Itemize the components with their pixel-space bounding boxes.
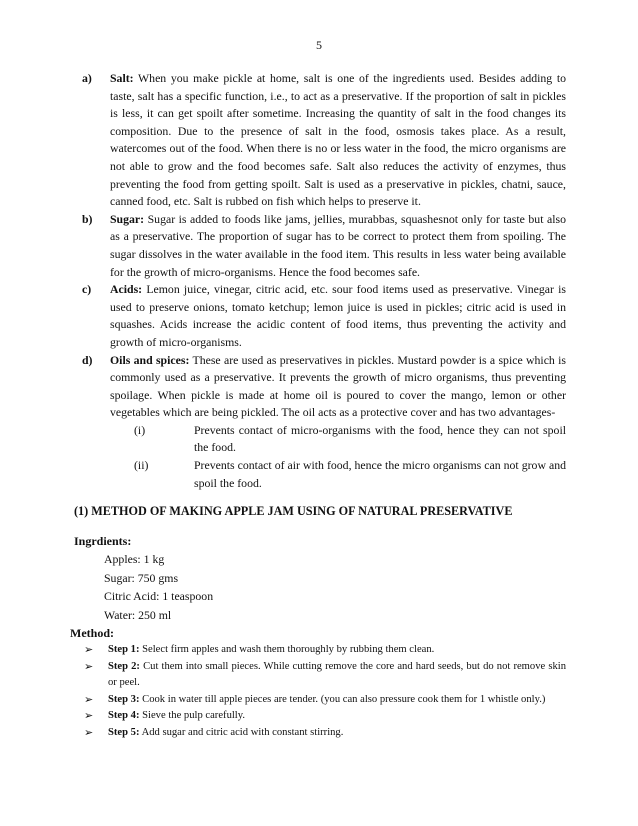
step-description: Cut them into small pieces. While cutting remove the core and hard seeds, but do not remove skin or peel. (108, 660, 566, 689)
advantage-text: Prevents contact of micro-organisms with the food, hence they can not spoil the food. (194, 422, 566, 455)
step-description: Add sugar and citric acid with constant stirring. (139, 726, 344, 738)
ingredient-item: Apples: 1 kg (104, 552, 165, 567)
section-heading: (1) METHOD OF MAKING APPLE JAM USING OF NATURAL PRESERVATIVE (74, 504, 513, 519)
method-step (82, 659, 566, 692)
preservative-name: Sugar: (110, 211, 145, 226)
preservative-item-salt (82, 70, 566, 211)
advantage-number: (i) (134, 422, 146, 437)
step-label: Step 3: (108, 693, 140, 705)
preservative-name: Salt: (110, 71, 134, 85)
step-label: Step 1: (108, 644, 140, 656)
advantage-item (110, 457, 566, 492)
ingredient-item: Sugar: 750 gms (104, 570, 179, 585)
step-label: Step 5: (108, 726, 140, 738)
method-step (82, 708, 566, 725)
step-description: Select firm apples and wash them thoroughly by rubbing them clean. (139, 644, 435, 656)
arrow-bullet-icon: ➢ (84, 710, 94, 723)
method-step (82, 692, 566, 709)
arrow-bullet-icon: ➢ (84, 644, 94, 657)
preservative-body (110, 352, 566, 493)
preservative-text: These are used as preservatives in pickles. Mustard powder is a spice which is commonly used as a preservative. It prevents the growth of micro organisms, thus preventing spoilage. When pickle is made at home oil is poured to cover the mango, lemon or other vegetables which are being pickled. The oil acts as a protective cover and has two advantages- (110, 352, 567, 420)
step-text (108, 708, 566, 725)
preservative-item-acids (82, 281, 566, 351)
ingredient-item: Citric Acid: 1 teaspoon (104, 589, 214, 604)
preservative-text: Sugar is added to foods like jams, jellies, murabbas, squashesnot only for taste but also as a preservative. The proportion of sugar has to be correct to protect them from spoiling. The sugar dissolves in the water available in the food item. This results in less water being available for the growth of micro-organisms. Hence the food becomes safe. (110, 211, 566, 279)
list-letter: a) (82, 71, 92, 85)
ingredients-list (104, 550, 566, 624)
preservative-body (110, 281, 566, 351)
page-content (70, 70, 567, 741)
advantage-text: Prevents contact of air with food, hence the micro organisms can not grow and spoil the food. (194, 458, 566, 490)
step-text (108, 692, 566, 709)
ingredients-heading: Ingrdients: (74, 534, 132, 549)
step-text (108, 659, 566, 692)
list-letter: d) (82, 352, 93, 367)
preservative-name: Oils and spices: (110, 352, 190, 367)
arrow-bullet-icon: ➢ (84, 693, 94, 706)
step-text (108, 642, 566, 659)
preservative-text: Lemon juice, vinegar, citric acid, etc. sour food items used as preservative. Vinegar is used to preserve onions, tomato ketchup; lemon juice is used in pickles; citric acid is used in squashes. Acids increase the acidic content of food items, thus preventing the activity and growth of micro-organisms. (110, 282, 566, 349)
preservative-body (110, 211, 566, 281)
preservative-item-oils-spices (82, 352, 566, 493)
advantage-number: (ii) (134, 458, 149, 473)
arrow-bullet-icon: ➢ (84, 660, 94, 673)
method-step (82, 642, 566, 659)
page-number: 5 (316, 38, 322, 52)
step-description: Cook in water till apple pieces are tender. (you can also pressure cook them for 1 whistle only.) (139, 693, 546, 705)
advantages-list (110, 422, 566, 492)
arrow-bullet-icon: ➢ (84, 726, 94, 739)
preservative-name: Acids: (110, 282, 143, 297)
preservative-text: When you make pickle at home, salt is one of the ingredients used. Besides adding to taste, salt has a specific function, i.e., to act as a preservative. If the proportion of salt in pickles is less, it can get spoilt after sometime. Increasing the quantity of salt in the food changes its composition. Due to the presence of salt in the food, osmosis takes place. As a result, watercomes out of the food. When there is no or less water in the food, the micro organisms are not able to grow and the food becomes safe. Salt also reduces the activity of enzymes, thus preventing the food from getting spoilt. Salt is used as a preservative in pickles, chatni, sauce, canned food, etc. Salt is rubbed on fish which helps to preserve it. (110, 71, 566, 209)
step-description: Sieve the pulp carefully. (139, 710, 246, 722)
preservative-item-sugar (82, 211, 566, 281)
method-step (82, 725, 566, 742)
ingredient-item: Water: 250 ml (104, 607, 172, 622)
advantage-item (110, 422, 566, 457)
list-letter: b) (82, 211, 93, 226)
preservative-body (110, 70, 566, 211)
step-label: Step 4: (108, 710, 140, 722)
method-heading: Method: (70, 626, 114, 641)
step-text (108, 725, 566, 742)
step-label: Step 2: (108, 660, 140, 672)
list-letter: c) (82, 282, 92, 297)
